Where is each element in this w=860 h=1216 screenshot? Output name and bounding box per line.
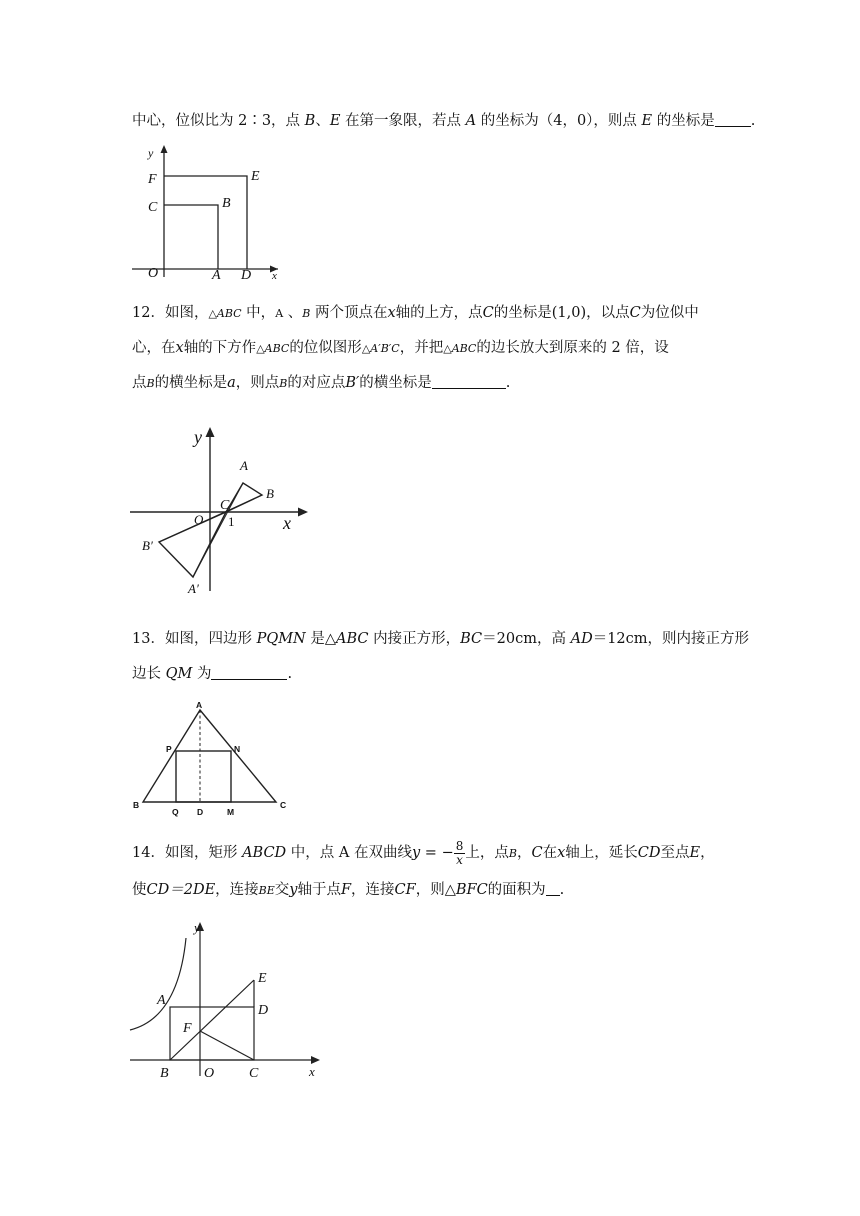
- fraction-8-over-x: [454, 840, 466, 867]
- label-d: D: [241, 268, 252, 283]
- text-segment: 点: [132, 375, 147, 391]
- label-x: x: [283, 513, 291, 533]
- question-number: 12．如图，: [132, 305, 209, 321]
- label-e: E: [251, 169, 260, 184]
- var-c: C: [629, 305, 641, 321]
- var-b: B: [302, 307, 311, 320]
- text-segment: .: [750, 113, 756, 129]
- label-d: D: [197, 807, 204, 817]
- q12-text-line-2: [132, 338, 669, 359]
- text-segment: 内接正方形，: [368, 631, 461, 647]
- text-segment: 为位似中: [640, 305, 699, 321]
- q12-figure: [128, 425, 308, 595]
- text-segment: ，连接: [215, 882, 259, 898]
- text-segment: 轴于点: [297, 882, 341, 898]
- triangle-a-prime-b-prime-c: [159, 512, 226, 577]
- text-segment: 至点: [660, 845, 690, 861]
- var-y: y: [289, 882, 298, 898]
- q12-text-line-1: [132, 303, 699, 324]
- var-e: E: [329, 113, 341, 129]
- question-number: 13．如图，四边形: [132, 631, 257, 647]
- line-aa-prime: [193, 483, 243, 577]
- label-c: C: [220, 498, 230, 513]
- text-segment: 上，点: [465, 845, 509, 861]
- label-a-prime: A′: [188, 581, 199, 596]
- text-segment: .: [505, 375, 511, 391]
- var-b: B: [304, 113, 316, 129]
- text-segment: ，则△: [415, 882, 456, 898]
- text-segment: 的横坐标是: [154, 375, 228, 391]
- label-n: N: [234, 744, 241, 754]
- q14-text-line-2: [132, 880, 564, 901]
- text-segment: 在第一象限，若点: [340, 113, 466, 129]
- text-segment: 的面积为: [487, 882, 546, 898]
- label-e: E: [258, 971, 267, 986]
- var-abcd: ABCD: [242, 845, 287, 861]
- label-q: Q: [172, 807, 179, 817]
- triangle-symbol: △: [443, 342, 452, 355]
- text-segment: ，: [516, 845, 532, 861]
- label-f: F: [183, 1021, 192, 1036]
- triangle-symbol: △: [208, 307, 217, 320]
- text-segment: ，以点: [586, 305, 630, 321]
- text-segment: 的坐标是: [493, 305, 552, 321]
- text-segment: 的坐标为（4，0），则点: [476, 113, 642, 129]
- label-o: O: [204, 1066, 215, 1081]
- x-axis-arrow-icon: [298, 508, 308, 517]
- label-b: B: [160, 1066, 169, 1081]
- text-segment: 中心，位似比为 2∶3，点: [132, 113, 305, 129]
- var-be: BE: [258, 884, 275, 897]
- var-x: x: [557, 845, 566, 861]
- fraction-denominator: x: [456, 852, 463, 867]
- var-qm: QM: [165, 666, 193, 682]
- var-a: A: [465, 113, 477, 129]
- q13-figure: [128, 698, 298, 823]
- label-m: M: [227, 807, 235, 817]
- var-e: E: [641, 113, 653, 129]
- text-segment: 边长: [132, 666, 166, 682]
- var-y: y: [412, 845, 421, 861]
- y-axis-arrow-icon: [161, 145, 168, 153]
- text-segment: ，连接: [351, 882, 395, 898]
- segment-cf: [200, 1031, 254, 1060]
- text-segment: 在: [542, 845, 558, 861]
- text-segment: 为: [192, 666, 212, 682]
- q11-figure: [128, 143, 288, 283]
- text-segment: ，并把: [399, 340, 444, 356]
- text-segment: .: [287, 666, 293, 682]
- var-f: F: [340, 882, 352, 898]
- answer-blank[interactable]: [715, 112, 751, 127]
- var-cd: CD: [637, 845, 661, 861]
- text-segment: ，: [700, 845, 715, 861]
- label-a: A: [240, 458, 248, 473]
- hyperbola-curve: [130, 938, 186, 1030]
- segment-be: [170, 980, 254, 1060]
- label-c: C: [148, 200, 158, 215]
- var-abc: ABC: [336, 631, 369, 647]
- label-d: D: [258, 1003, 269, 1018]
- label-b: B: [222, 196, 231, 211]
- var-a: a: [227, 375, 236, 391]
- triangle-abc: [143, 710, 276, 802]
- x-axis-arrow-icon: [311, 1056, 320, 1064]
- fraction-numerator: 8: [455, 838, 464, 853]
- text-segment: 是△: [305, 631, 337, 647]
- y-axis-arrow-icon: [206, 427, 215, 437]
- square-pqmn: [176, 751, 231, 802]
- text-segment: 的位似图形: [289, 340, 362, 356]
- text-segment: 交: [274, 882, 290, 898]
- label-o: O: [148, 266, 159, 281]
- var-abc: ABC: [264, 342, 290, 355]
- q11-text-line-1: [132, 111, 755, 131]
- text-segment: 轴的下方作: [183, 340, 257, 356]
- var-b: B: [508, 847, 517, 860]
- label-a: A: [196, 700, 203, 710]
- label-one: 1: [228, 514, 235, 529]
- text-segment: 中，: [241, 305, 276, 321]
- rect-ofed: [164, 176, 247, 269]
- triangle-symbol: △: [256, 342, 265, 355]
- label-x: x: [309, 1064, 315, 1079]
- triangle-symbol: △: [361, 342, 371, 355]
- answer-blank[interactable]: [546, 881, 560, 896]
- var-b: B: [146, 377, 155, 390]
- var-bc: BC: [460, 631, 483, 647]
- rect-ocba: [164, 205, 218, 269]
- var-abc: ABC: [451, 342, 477, 355]
- answer-blank[interactable]: [432, 374, 506, 389]
- var-ad: AD: [570, 631, 593, 647]
- text-segment: 两个顶点在: [310, 305, 388, 321]
- label-p: P: [166, 744, 172, 754]
- label-c: C: [249, 1066, 259, 1081]
- var-cf: CF: [394, 882, 416, 898]
- text-segment: 的横坐标是: [359, 375, 432, 391]
- var-e: E: [689, 845, 701, 861]
- text-segment: 心，在: [132, 340, 176, 356]
- text-segment: ＝20cm，高: [482, 631, 571, 647]
- label-c: C: [280, 800, 287, 810]
- text-segment: ＝12cm，则内接正方形: [592, 631, 750, 647]
- text-segment: .: [559, 882, 565, 898]
- equation: CD＝2DE: [146, 882, 216, 898]
- text-segment: 中，点 A 在双曲线: [286, 845, 412, 861]
- text-segment: 的坐标是: [652, 113, 715, 129]
- q13-text-line-2: [132, 664, 292, 684]
- label-a: A: [212, 268, 221, 283]
- text-segment: 、: [283, 305, 303, 321]
- label-y: y: [148, 146, 154, 160]
- label-b-prime: B′: [142, 538, 153, 553]
- text-segment: ，则点: [235, 375, 280, 391]
- q12-text-line-3: [132, 373, 510, 394]
- var-x: x: [175, 340, 184, 356]
- label-f: F: [148, 172, 157, 187]
- q13-text-line-1: [132, 629, 749, 649]
- answer-blank[interactable]: [211, 665, 287, 680]
- var-bfc: BFC: [455, 882, 488, 898]
- text-segment: 轴上，延长: [565, 845, 638, 861]
- var-a: A: [275, 307, 284, 320]
- label-y: y: [194, 427, 202, 447]
- text-segment: 、: [315, 113, 330, 129]
- label-b: B: [133, 800, 140, 810]
- var-c: C: [482, 305, 494, 321]
- label-x: x: [272, 270, 277, 282]
- text-segment: 的边长放大到原来的 2 倍，设: [476, 340, 669, 356]
- label-a: A: [157, 993, 166, 1008]
- text-segment: 轴的上方，点: [395, 305, 483, 321]
- label-o: O: [194, 512, 204, 527]
- q14-figure: [128, 914, 328, 1084]
- text-segment: 使: [132, 882, 147, 898]
- label-y: y: [194, 920, 200, 935]
- equation-sign: = −: [420, 845, 454, 861]
- var-b-prime: B′: [345, 375, 360, 391]
- var-abc: ABC: [216, 307, 242, 320]
- label-b: B: [266, 486, 274, 501]
- var-x: x: [387, 305, 396, 321]
- coordinate: (1,0): [551, 305, 587, 321]
- question-number: 14．如图，矩形: [132, 845, 243, 861]
- var-b: B: [279, 377, 288, 390]
- var-pqmn: PQMN: [256, 631, 306, 647]
- var-c: C: [531, 845, 543, 861]
- var-abc-prime: A′B′C: [370, 342, 400, 355]
- text-segment: 的对应点: [287, 375, 346, 391]
- q14-text-line-1: [132, 839, 715, 868]
